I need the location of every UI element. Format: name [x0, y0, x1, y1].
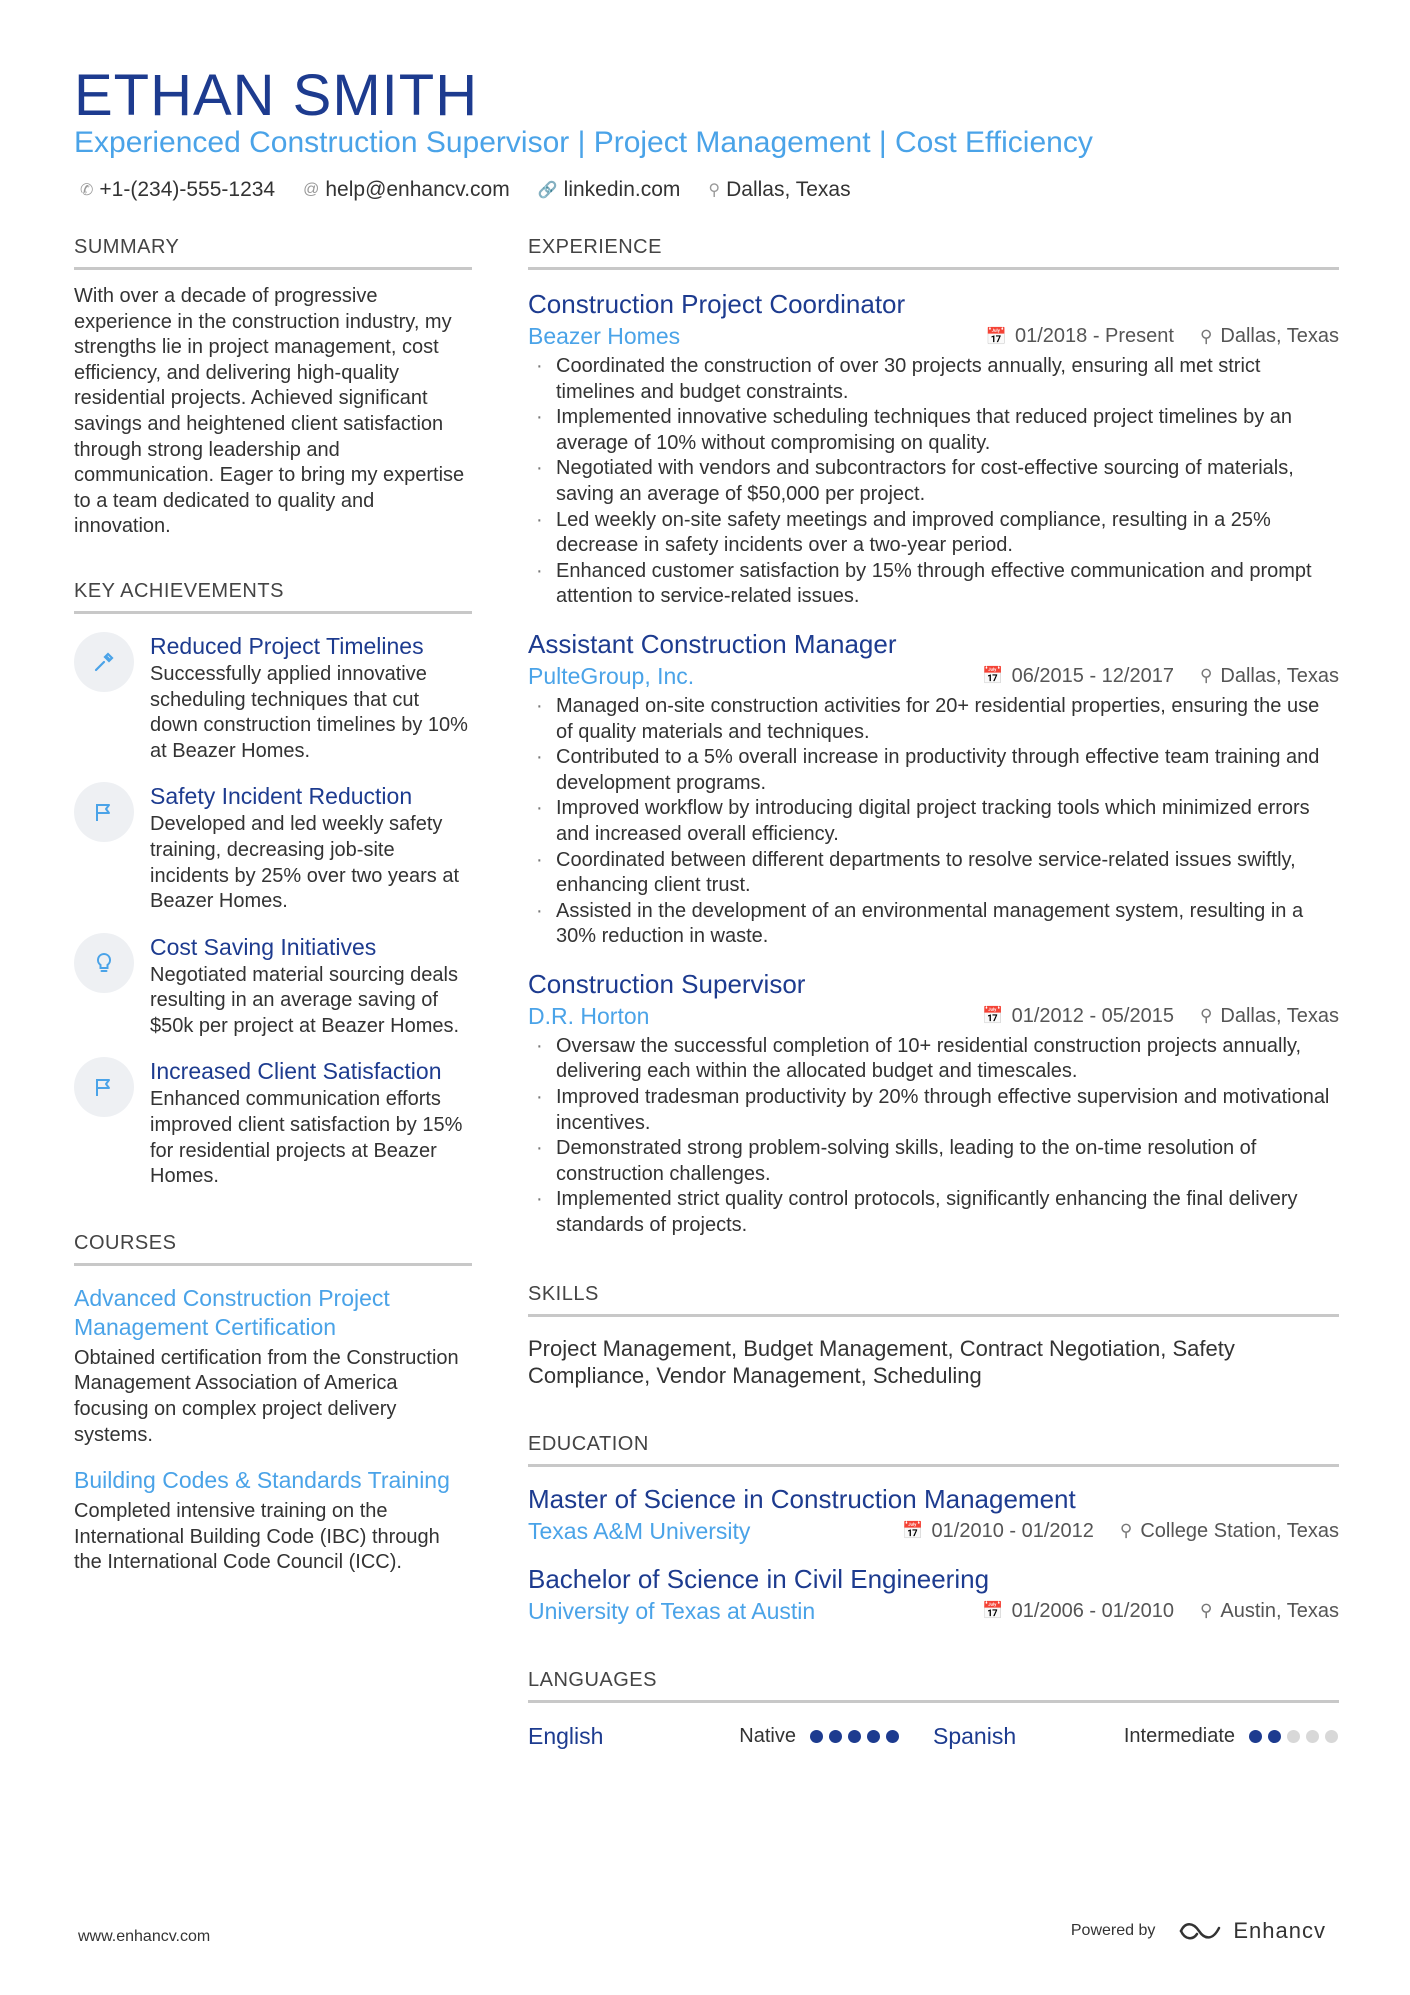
achievement-desc: Enhanced communication efforts improved client satisfaction by 15% for residential projects at Beazer Homes.: [150, 1088, 463, 1188]
summary-title: SUMMARY: [74, 236, 472, 270]
location-icon: ⚲: [1199, 326, 1213, 346]
company-name: D.R. Horton: [528, 1002, 650, 1029]
job-dates: 01/2012 - 05/2015: [1011, 1004, 1174, 1027]
job-dates: 01/2018 - Present: [1014, 325, 1174, 347]
edu-location: College Station, Texas: [1140, 1519, 1339, 1542]
job-bullet: · Enhanced customer satisfaction by 15% through effective communication and prompt attention to service-related issues.: [528, 559, 1339, 610]
language-name: English: [528, 1722, 604, 1749]
achievement-desc: Developed and led weekly safety training, decreasing job-site incidents by 25% over two years at Beazer Homes.: [150, 813, 460, 913]
edu-dates: 01/2006 - 01/2010: [1011, 1599, 1174, 1622]
degree-title: Bachelor of Science in Civil Engineering: [528, 1563, 990, 1594]
brand-logo[interactable]: [1179, 1918, 1326, 1944]
flag-icon: [74, 1057, 134, 1117]
brand-name: Enhancv: [1233, 1918, 1326, 1943]
edu-dates: 01/2010 - 01/2012: [931, 1519, 1094, 1542]
job-bullet: · Oversaw the successful completion of 10+ residential construction projects annually, delivering each within the allocated budget and timescales.: [528, 1034, 1339, 1085]
rating-dot: [886, 1730, 899, 1743]
job-bullet: · Improved workflow by introducing digital project tracking tools which minimized errors and increased overall efficiency.: [528, 796, 1339, 847]
job-title: Construction Project Coordinator: [528, 289, 906, 319]
calendar-icon: 📅: [902, 1521, 924, 1541]
skills-title: SKILLS: [528, 1283, 1339, 1317]
skills-section: [528, 1283, 1339, 1389]
contact-phone[interactable]: [80, 178, 275, 202]
contact-row: [80, 178, 851, 202]
location-icon: ⚲: [1199, 1601, 1213, 1621]
courses-title: COURSES: [74, 1232, 472, 1266]
job-bullet: · Implemented strict quality control protocols, significantly enhancing the final delivery standards of projects.: [528, 1187, 1339, 1238]
language-item: [528, 1723, 933, 1750]
education-title: EDUCATION: [528, 1433, 1339, 1467]
skills-text: Project Management, Budget Management, Contract Negotiation, Safety Compliance, Vendor Management, Scheduling: [528, 1335, 1235, 1388]
rating-dot: [1287, 1730, 1300, 1743]
edu-location: Austin, Texas: [1220, 1599, 1339, 1622]
location-icon: ⚲: [1119, 1521, 1133, 1541]
job-location: Dallas, Texas: [1220, 325, 1339, 347]
achievement-title: Safety Incident Reduction: [150, 783, 413, 810]
contact-linkedin-text: linkedin.com: [563, 178, 681, 201]
job-location: Dallas, Texas: [1220, 1004, 1339, 1027]
job-bullet: · Managed on-site construction activities for 20+ residential properties, ensuring the use of quality materials and techniques.: [528, 694, 1339, 745]
degree-title: Master of Science in Construction Management: [528, 1483, 1076, 1514]
course-desc: Obtained certification from the Construction Management Association of America focusing on complex project delivery systems.: [74, 1346, 459, 1446]
rating-dot: [867, 1730, 880, 1743]
contact-location-text: Dallas, Texas: [726, 178, 851, 201]
location-icon: ⚲: [708, 182, 721, 199]
calendar-icon: 📅: [982, 1601, 1004, 1621]
job-bullet: · Implemented innovative scheduling techniques that reduced project timelines by an average of 10% without compromising on quality.: [528, 405, 1339, 456]
job-title: Assistant Construction Manager: [528, 628, 897, 659]
language-rating: [810, 1730, 899, 1743]
job-bullet: · Improved tradesman productivity by 20% through effective supervision and motivational incentives.: [528, 1085, 1339, 1136]
rating-dot: [848, 1730, 861, 1743]
job-bullet: · Assisted in the development of an environmental management system, resulting in a 30% reduction in waste.: [528, 899, 1339, 950]
flag-icon: [74, 782, 134, 842]
calendar-icon: 📅: [982, 666, 1004, 686]
rating-dot: [829, 1730, 842, 1743]
job-bullet: · Coordinated the construction of over 30 projects annually, ensuring all met strict timelines and budget constraints.: [528, 354, 1339, 405]
lightbulb-icon: [74, 933, 134, 993]
job-entry: [528, 968, 1339, 1239]
school-name: Texas A&M University: [528, 1517, 751, 1544]
contact-email[interactable]: [303, 178, 510, 202]
job-bullets: [528, 694, 1339, 950]
achievement-title: Reduced Project Timelines: [150, 632, 424, 659]
company-name: Beazer Homes: [528, 323, 681, 349]
right-column: [528, 236, 1339, 1750]
job-title: Construction Supervisor: [528, 968, 806, 999]
job-bullets: [528, 354, 1339, 610]
experience-title: EXPERIENCE: [528, 236, 1339, 270]
at-icon: @: [303, 181, 320, 198]
achievements-title: KEY ACHIEVEMENTS: [74, 580, 472, 614]
job-bullet: · Contributed to a 5% overall increase in productivity through effective team training and development programs.: [528, 745, 1339, 796]
footer-branding: [1071, 1918, 1326, 1944]
rating-dot: [810, 1730, 823, 1743]
job-bullets: [528, 1034, 1339, 1239]
job-bullet: · Coordinated between different departments to resolve service-related issues swiftly, enhancing client trust.: [528, 848, 1339, 899]
job-bullet: · Led weekly on-site safety meetings and improved compliance, resulting in a 25% decrease in safety incidents over a two-year period.: [528, 508, 1339, 559]
contact-location: [708, 178, 850, 202]
rating-dot: [1325, 1730, 1338, 1743]
contact-linkedin[interactable]: [538, 178, 681, 202]
contact-email-text: help@enhancv.com: [325, 178, 510, 201]
tools-icon: [74, 632, 134, 692]
location-icon: ⚲: [1199, 1006, 1213, 1026]
achievement-title: Cost Saving Initiatives: [150, 933, 377, 960]
achievement-desc: Successfully applied innovative scheduling techniques that cut down construction timelines by 10% at Beazer Homes.: [150, 662, 468, 762]
course-desc: Completed intensive training on the International Building Code (IBC) through the International Code Council (ICC).: [74, 1500, 440, 1574]
language-item: [933, 1723, 1338, 1750]
phone-icon: ✆: [80, 182, 94, 199]
link-icon: 🔗: [537, 182, 558, 199]
summary-text: With over a decade of progressive experience in the construction industry, my strengths lie in project management, cost efficiency, and delivering high-quality residential projects. Achieved significant savings and heightened client satisfaction through strong leadership and communication. Eager to bring my expertise to a team dedicated to quality and innovation.: [74, 285, 465, 538]
job-bullet: · Demonstrated strong problem-solving skills, leading to the on-time resolution of construction challenges.: [528, 1136, 1339, 1187]
job-entry: [528, 628, 1339, 950]
job-dates: 06/2015 - 12/2017: [1011, 664, 1174, 687]
contact-phone-text: +1-(234)-555-1234: [99, 178, 276, 201]
language-rating: [1249, 1730, 1338, 1743]
languages-title: LANGUAGES: [528, 1669, 1339, 1703]
course-item: [74, 1466, 472, 1576]
footer-website[interactable]: www.enhancv.com: [78, 1928, 211, 1945]
course-title: Advanced Construction Project Management Certification: [74, 1284, 390, 1340]
rating-dot: [1268, 1730, 1281, 1743]
calendar-icon: 📅: [982, 1006, 1004, 1026]
location-icon: ⚲: [1199, 666, 1213, 686]
powered-by-label: Powered by: [1070, 1922, 1156, 1939]
achievement-item: [74, 782, 472, 914]
calendar-icon: 📅: [985, 326, 1007, 346]
company-name: PulteGroup, Inc.: [528, 662, 695, 689]
course-title: Building Codes & Standards Training: [74, 1467, 450, 1494]
school-name: University of Texas at Austin: [528, 1597, 816, 1624]
achievement-item: [74, 1057, 472, 1189]
achievements-section: [74, 580, 472, 1190]
left-column: [74, 236, 472, 1576]
rating-dot: [1249, 1730, 1262, 1743]
achievement-desc: Negotiated material sourcing deals resulting in an average saving of $50k per project at Beazer Homes.: [150, 963, 460, 1037]
enhancv-logo-icon: [1179, 1920, 1223, 1942]
language-name: Spanish: [933, 1722, 1017, 1749]
languages-section: [528, 1669, 1339, 1750]
language-level: Intermediate: [1123, 1724, 1235, 1747]
rating-dot: [1306, 1730, 1319, 1743]
achievement-item: [74, 632, 472, 764]
achievement-item: [74, 933, 472, 1040]
courses-section: [74, 1232, 472, 1576]
job-bullet: · Negotiated with vendors and subcontractors for cost-effective sourcing of materials, saving an average of $50,000 per project.: [528, 456, 1339, 507]
candidate-tagline: Experienced Construction Supervisor | Project Management | Cost Efficiency: [74, 126, 1093, 159]
education-entry: [528, 1483, 1339, 1545]
candidate-name: ETHAN SMITH: [74, 63, 479, 128]
language-level: Native: [739, 1724, 796, 1747]
achievement-title: Increased Client Satisfaction: [150, 1058, 442, 1085]
education-section: [528, 1433, 1339, 1625]
job-entry: [528, 288, 1339, 610]
education-entry: [528, 1563, 1339, 1625]
job-location: Dallas, Texas: [1220, 664, 1339, 687]
course-item: [74, 1284, 472, 1448]
